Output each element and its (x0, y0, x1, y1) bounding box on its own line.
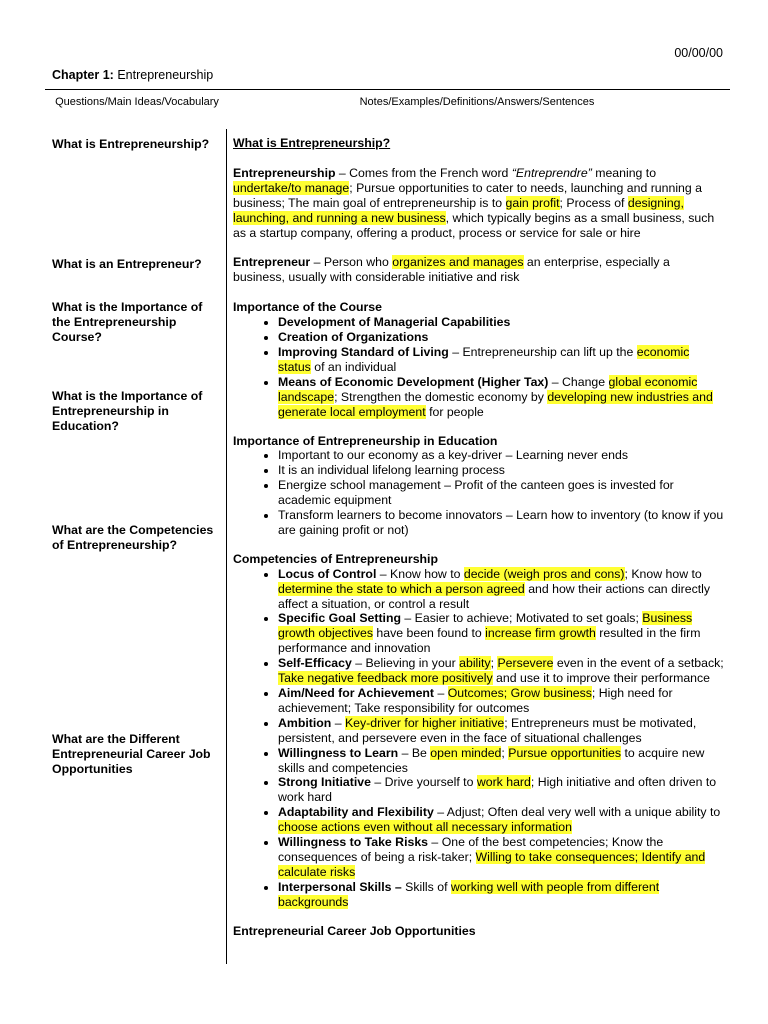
text: even in the event of a setback; (553, 656, 724, 671)
item-title: Creation of Organizations (278, 330, 429, 345)
text: ; (501, 745, 509, 760)
column-divider (226, 129, 227, 964)
highlight: Persevere (497, 656, 554, 671)
list-item (278, 805, 725, 835)
text: – (331, 715, 345, 730)
text: for people (425, 404, 484, 419)
question-2: What is an Entrepreneur? (52, 257, 202, 271)
question-4: What is the Importance of Entrepreneurship in Education? (52, 389, 203, 433)
list-item (278, 567, 725, 612)
question-1: What is Entrepreneurship? (52, 137, 210, 151)
notes-heading-entrepreneurship: What is Entrepreneurship? (233, 136, 391, 150)
list-item: • Important to our economy as a key-driver – Learning never ends (278, 448, 725, 463)
text: ; High initiative and often driven to work hard (278, 775, 717, 805)
list-item: • Transform learners to become innovators – Learn how to inventory (to know if you are gaining profit or not) (278, 508, 725, 538)
highlight: increase firm growth (485, 626, 596, 641)
list-item (278, 880, 725, 910)
text: and use it to improve their performance (492, 671, 710, 686)
highlight: undertake/to manage (233, 180, 350, 195)
item-title: Willingness to Take Risks (278, 835, 429, 850)
highlight: ability (459, 656, 491, 671)
highlight: economic status (278, 344, 690, 374)
highlight: Willing to take consequences; Identify and calculate risks (278, 849, 706, 879)
text: – Drive yourself to (370, 775, 477, 790)
question-6: What are the Different Entrepreneurial Career Job Opportunities (52, 732, 211, 776)
text: , which typically begins as a small business, such as a startup company, offering a product, process or service for sale or hire (233, 210, 715, 240)
chapter-name: Entrepreneurship (117, 68, 214, 82)
text: ; Pursue opportunities to cater to needs, launching and running a business; The main goal of entrepreneurship is to (233, 180, 702, 210)
text: ; Strengthen the domestic economy by (334, 389, 548, 404)
left-column-header: Questions/Main Ideas/Vocabulary (55, 96, 219, 108)
text: – Easier to achieve; Motivated to set goals; (401, 611, 643, 626)
entrepreneurship-definition (233, 166, 725, 241)
highlight: choose actions even without all necessary information (278, 820, 572, 835)
highlight: Key-driver for higher initiative (344, 715, 505, 730)
date: 00/00/00 (674, 46, 723, 60)
highlight: Outcomes; Grow business (447, 686, 592, 700)
importance-course-list (233, 315, 725, 419)
list-item: • It is an individual lifelong learning process (278, 463, 725, 478)
highlight: developing new industries and generate local employment (278, 389, 713, 419)
term: Entrepreneurship (233, 165, 336, 180)
list-item (278, 716, 725, 746)
list-item (278, 775, 725, 805)
text: – Know how to (376, 566, 464, 581)
item-title: Strong Initiative (278, 775, 371, 790)
text: meaning to (591, 165, 657, 180)
header-divider (45, 89, 730, 90)
item-title: Aim/Need for Achievement (278, 686, 435, 700)
list-item (278, 686, 725, 716)
list-item (278, 656, 725, 686)
text: – Believing in your (351, 656, 460, 671)
highlight: designing, launching, and running a new business (233, 195, 684, 225)
item-title: Specific Goal Setting (278, 611, 401, 626)
chapter-label: Chapter 1: (52, 68, 114, 82)
term: Entrepreneur (233, 255, 311, 270)
item-title: Development of Managerial Capabilities (278, 315, 511, 330)
career-opportunities-heading: Entrepreneurial Career Job Opportunities (233, 923, 476, 938)
chapter-title (52, 68, 213, 82)
highlight: decide (weigh pros and cons) (463, 566, 625, 581)
list-item (278, 835, 725, 880)
highlight: gain profit (505, 195, 560, 210)
text: have been found to (373, 626, 486, 641)
importance-course-heading: Importance of the Course (233, 300, 382, 315)
highlight: organizes and manages (392, 255, 524, 270)
item-title: Ambition (278, 715, 332, 730)
highlight: determine the state to which a person agreed (278, 581, 525, 596)
highlight: working well with people from different backgrounds (278, 879, 660, 909)
text: – One of the best competencies; Know the consequences of being a risk-taker; (278, 835, 664, 864)
highlight: global economic landscape (278, 374, 698, 404)
item-title: Willingness to Learn (278, 745, 399, 760)
text: – Be (398, 745, 431, 760)
text: ; High need for achievement; Take responsibility for outcomes (278, 686, 673, 715)
text: to acquire new skills and competencies (278, 745, 705, 775)
text: ; (490, 656, 498, 671)
text: resulted in the firm performance and innovation (278, 626, 701, 656)
text: Skills of (401, 879, 451, 894)
item-title: Self-Efficacy (278, 656, 352, 671)
text: ; Entrepreneurs must be motivated, persistent, and persevere even in the face of situational challenges (278, 715, 697, 745)
list-item (278, 315, 725, 330)
item-title: Means of Economic Development (Higher Tax) (278, 374, 549, 389)
text: – Change (548, 374, 609, 389)
notes-column (233, 136, 725, 939)
item-title: Locus of Control (278, 566, 377, 581)
highlight: Pursue opportunities (508, 745, 622, 760)
list-item (278, 330, 725, 345)
text: and how their actions can directly affect a situation, or control a result (278, 581, 711, 611)
text: – Adjust; Often deal very well with a unique ability to (433, 805, 721, 820)
text: ; Know how to (624, 566, 702, 581)
list-item (278, 746, 725, 776)
entrepreneur-definition (233, 255, 725, 285)
item-title: Improving Standard of Living (278, 344, 449, 359)
list-item: • Energize school management – Profit of the canteen goes is invested for academic equipment (278, 478, 725, 508)
text: – Entrepreneurship can lift up the (448, 344, 637, 359)
competencies-heading: Competencies of Entrepreneurship (233, 551, 438, 566)
text: – Person who (310, 255, 393, 270)
list-item (278, 611, 725, 656)
highlight: open minded (430, 745, 502, 760)
question-5: What are the Competencies of Entrepreneurship? (52, 523, 214, 552)
item-title: Interpersonal Skills – (278, 879, 402, 894)
competencies-list (233, 567, 725, 910)
text: – Comes from the French word (335, 165, 512, 180)
item-title: Adaptability and Flexibility (278, 805, 434, 820)
importance-education-list (233, 448, 725, 537)
text: – (434, 686, 448, 700)
importance-education-heading: Importance of Entrepreneurship in Education (233, 433, 498, 448)
text: of an individual (310, 359, 397, 374)
right-column-header: Notes/Examples/Definitions/Answers/Sentences (359, 96, 595, 108)
text: ; Process of (559, 195, 628, 210)
quote: “Entreprendre” (511, 165, 592, 180)
highlight: Business growth objectives (278, 611, 693, 641)
highlight: work hard (476, 775, 531, 790)
highlight: Take negative feedback more positively (278, 671, 493, 686)
list-item (278, 375, 725, 420)
text: an enterprise, especially a business, usually with considerable initiative and risk (233, 255, 670, 285)
question-3: What is the Importance of the Entrepreneurship Course? (52, 300, 203, 344)
list-item (278, 345, 725, 375)
